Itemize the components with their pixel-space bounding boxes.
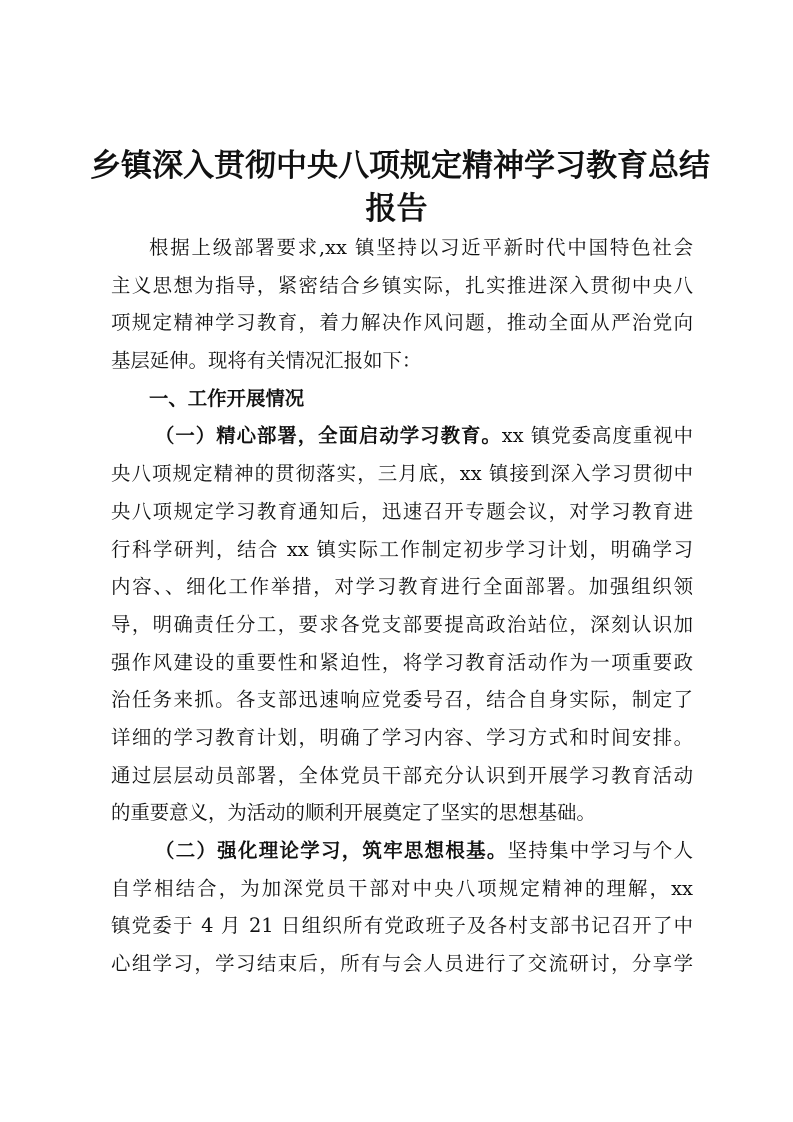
subsection-1-line: 通过层层动员部署，全体党员干部充分认识到开展学习教育活动 xyxy=(111,763,693,787)
subsection-2-first-line xyxy=(111,832,693,870)
subsection-2-heading: （二）强化理论学习，筑牢思想根基。 xyxy=(155,839,508,862)
subsection-2-text: 坚持集中学习与个人 xyxy=(507,839,694,862)
document-body xyxy=(111,229,693,983)
subsection-1-line: 行科学研判，结合 xx 镇实际工作制定初步学习计划，明确学习 xyxy=(111,537,693,561)
subsection-2-line: 自学相结合，为加深党员干部对中央八项规定精神的理解，xx xyxy=(111,876,693,900)
section-heading: 一、工作开展情况 xyxy=(149,386,305,410)
intro-paragraph-line: 根据上级部署要求,xx 镇坚持以习近平新时代中国特色社会 xyxy=(149,236,693,259)
subsection-1-line: 内容、、细化工作举措，对学习教育进行全面部署。加强组织领 xyxy=(111,575,693,599)
intro-paragraph-line: 主义思想为指导，紧密结合乡镇实际，扎实推进深入贯彻中央八 xyxy=(111,273,693,297)
subsection-2-line: 心组学习，学习结束后，所有与会人员进行了交流研讨，分享学 xyxy=(111,952,693,976)
subsection-1-heading: （一）精心部署，全面启动学习教育。 xyxy=(155,424,502,448)
subsection-1-line: 央八项规定学习教育通知后，迅速召开专题会议，对学习教育进 xyxy=(111,499,693,523)
subsection-1-line: 央八项规定精神的贯彻落实，三月底，xx 镇接到深入学习贯彻中 xyxy=(111,462,693,486)
subsection-1-text: xx 镇党委高度重视中 xyxy=(501,424,694,448)
intro-paragraph-line: 基层延伸。现将有关情况汇报如下： xyxy=(111,349,422,373)
subsection-1-line: 的重要意义，为活动的顺利开展奠定了坚实的思想基础。 xyxy=(111,801,596,825)
intro-paragraph-line: 项规定精神学习教育，着力解决作风问题，推动全面从严治党向 xyxy=(111,311,693,335)
subsection-1-line: 强作风建设的重要性和紧迫性，将学习教育活动作为一项重要政 xyxy=(111,650,693,674)
subsection-1-first-line xyxy=(111,417,693,455)
subsection-1-line: 治任务来抓。各支部迅速响应党委号召，结合自身实际，制定了 xyxy=(111,688,693,712)
document-title-line-2: 报告 xyxy=(365,191,428,227)
subsection-2-line: 镇党委于 4 月 21 日组织所有党政班子及各村支部书记召开了中 xyxy=(111,914,693,938)
subsection-1-line: 详细的学习教育计划，明确了学习内容、学习方式和时间安排。 xyxy=(111,725,693,749)
subsection-1-line: 导，明确责任分工，要求各党支部要提高政治站位，深刻认识加 xyxy=(111,612,693,636)
document-title-line-1: 乡镇深入贯彻中央八项规定精神学习教育总结 xyxy=(90,148,710,184)
